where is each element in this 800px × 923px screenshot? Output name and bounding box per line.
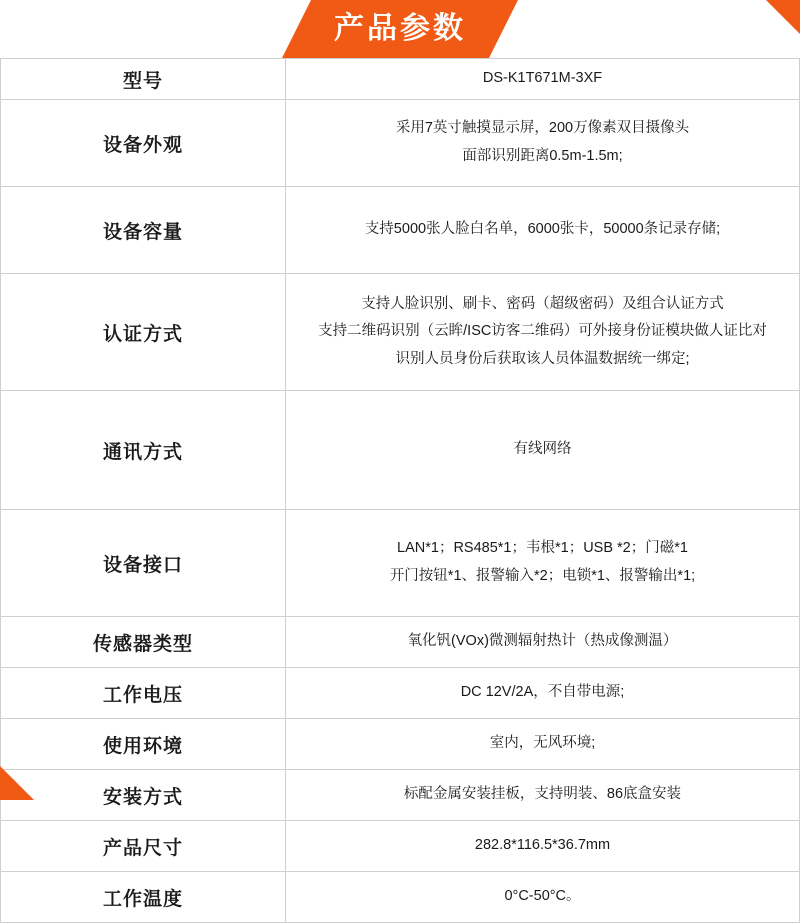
spec-table: [0, 58, 800, 923]
value-line: 支持人脸识别、刷卡、密码（超级密码）及组合认证方式: [361, 295, 724, 312]
value-line: 标配金属安装挂板，支持明装、86底盒安装: [403, 786, 682, 803]
spec-label-working-voltage: 工作电压: [1, 668, 286, 719]
spec-value-sensor-type: [286, 617, 800, 668]
spec-value-communication: [286, 391, 800, 510]
spec-label-communication: 通讯方式: [1, 391, 286, 510]
spec-value-authentication: [286, 274, 800, 391]
value-line: 室内，无风环境;: [489, 735, 596, 752]
spec-label-dimensions: 产品尺寸: [1, 821, 286, 872]
value-line: 面部识别距离0.5m-1.5m;: [462, 148, 623, 164]
value-line: 氧化钒(VOx)微测辐射热计（热成像测温）: [407, 633, 678, 650]
table-row: [1, 668, 800, 719]
table-row: [1, 391, 800, 510]
value-line: LAN*1；RS485*1；韦根*1；USB *2；门磁*1: [397, 540, 688, 557]
table-row: [1, 59, 800, 100]
value-line: 支持5000张人脸白名单，6000张卡，50000条记录存储;: [364, 221, 721, 238]
spec-label-environment: 使用环境: [1, 719, 286, 770]
spec-label-appearance: 设备外观: [1, 100, 286, 187]
corner-accent-bottom-left: [0, 766, 34, 800]
value-line: 282.8*116.5*36.7mm: [474, 837, 611, 854]
table-row: [1, 821, 800, 872]
table-row: [1, 617, 800, 668]
value-line: 有线网络: [513, 441, 572, 458]
spec-label-interface: 设备接口: [1, 510, 286, 617]
spec-label-authentication: 认证方式: [1, 274, 286, 391]
corner-accent-top-right: [766, 0, 800, 34]
table-row: [1, 719, 800, 770]
table-row: [1, 100, 800, 187]
spec-value-appearance: [286, 100, 800, 187]
page-header: [0, 0, 800, 58]
spec-label-installation: 安装方式: [1, 770, 286, 821]
value-line: 识别人员身份后获取该人员体温数据统一绑定;: [395, 350, 690, 367]
table-row: [1, 872, 800, 923]
value-line: 采用7英寸触摸显示屏，200万像素双目摄像头: [395, 120, 690, 137]
value-line: DS-K1T671M-3XF: [482, 70, 603, 87]
spec-value-interface: [286, 510, 800, 617]
spec-value-capacity: [286, 187, 800, 274]
spec-value-installation: [286, 770, 800, 821]
spec-value-model: [286, 59, 800, 100]
table-row: [1, 187, 800, 274]
page-title: 产品参数: [334, 12, 466, 45]
value-line: 0°C-50°C。: [504, 888, 581, 905]
spec-value-working-temperature: [286, 872, 800, 923]
spec-value-dimensions: [286, 821, 800, 872]
spec-label-working-temperature: 工作温度: [1, 872, 286, 923]
value-line: DC 12V/2A，不自带电源;: [460, 684, 625, 701]
table-row: [1, 510, 800, 617]
header-notch-left: [0, 0, 282, 58]
table-row: [1, 274, 800, 391]
value-line: 开门按钮*1、报警输入*2；电锁*1、报警输出*1;: [389, 568, 696, 584]
spec-value-working-voltage: [286, 668, 800, 719]
value-line: 支持二维码识别（云眸/ISC访客二维码）可外接身份证模块做人证比对: [318, 323, 767, 340]
spec-label-capacity: 设备容量: [1, 187, 286, 274]
table-row: [1, 770, 800, 821]
spec-label-model: 型号: [1, 59, 286, 100]
spec-label-sensor-type: 传感器类型: [1, 617, 286, 668]
spec-value-environment: [286, 719, 800, 770]
header-notch-right: [518, 0, 800, 58]
